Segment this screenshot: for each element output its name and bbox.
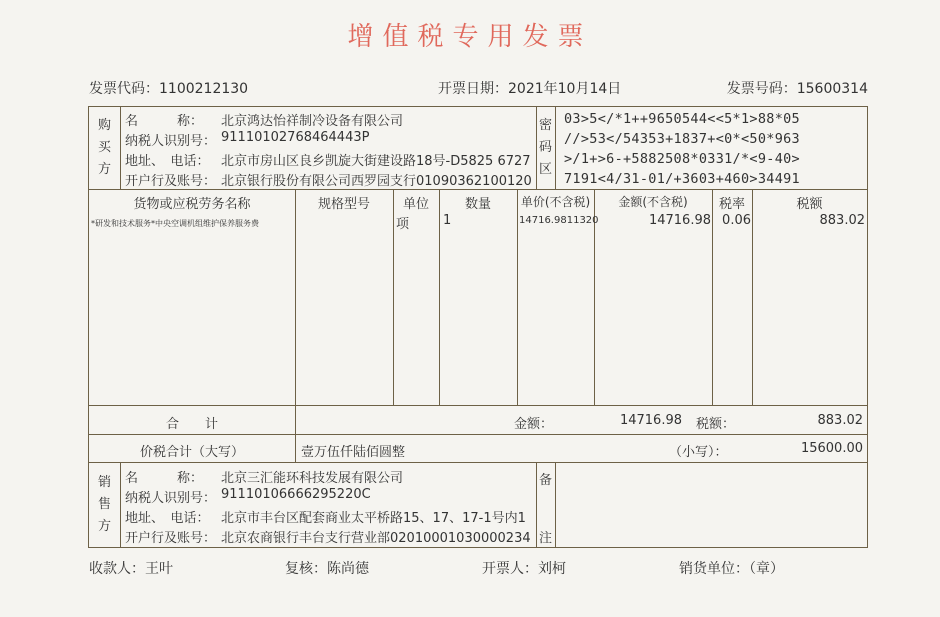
- cipher-line: 7191<4/31-01/+3603+460>34491: [564, 171, 800, 187]
- col-header-unit: 单位: [402, 197, 429, 212]
- cipher-section-label: 密 码 区: [538, 118, 552, 177]
- cipher-line: 03>5</*1++9650544<<5*1>88*05: [564, 111, 800, 127]
- col-header-name: 货物或应税劳务名称: [133, 197, 251, 212]
- item-rate: 0.06: [722, 213, 751, 228]
- reviewer-value: 陈尚德: [327, 561, 369, 577]
- issue-date-value: 2021年10月14日: [508, 81, 622, 97]
- cipher-line: >/1+>6-+5882508*0331/*<9-40>: [564, 151, 800, 167]
- buyer-tax-id: 91110102768464443P: [221, 130, 370, 145]
- col-header-tax: 税额: [796, 197, 823, 212]
- issuer: [482, 558, 566, 578]
- seller-tax-id-label: 纳税人识别号：: [125, 491, 217, 506]
- reviewer-label: 复核：: [285, 561, 327, 577]
- grand-total-words: 壹万伍仟陆佰圆整: [301, 445, 406, 460]
- grand-total-small-label: （小写）：: [669, 445, 728, 460]
- totals-label: 合 计: [165, 417, 218, 432]
- invoice-table: [88, 106, 868, 548]
- invoice-number-value: 15600314: [796, 81, 868, 97]
- totals-tax: 883.02: [817, 413, 863, 428]
- grand-total-label: 价税合计（大写）: [139, 445, 244, 460]
- seller-section-label: 销 售 方: [97, 475, 111, 534]
- seller-address: 北京市丰台区配套商业太平桥路15、17、17-1号内1: [221, 511, 526, 526]
- totals-amount: 14716.98: [619, 413, 682, 428]
- grand-total-small: 15600.00: [800, 441, 863, 456]
- item-tax: 883.02: [819, 213, 865, 228]
- seller-stamp-label: 销货单位：（章）: [679, 561, 784, 577]
- col-header-amount: 金额(不含税): [618, 195, 688, 209]
- invoice-number: [727, 78, 868, 98]
- invoice-code: [89, 78, 248, 98]
- seller-bank: 北京农商银行丰台支行营业部02010001030000234: [221, 531, 531, 546]
- remark-label-bottom: 注: [539, 531, 553, 546]
- seller-name: 北京三汇能环科技发展有限公司: [221, 471, 404, 486]
- buyer-address-label: 地址、 电话：: [125, 154, 210, 169]
- cipher-line: //>53</54353+1837+<0*<50*963: [564, 131, 800, 147]
- issuer-value: 刘柯: [538, 561, 566, 577]
- buyer-name-label: 名 称：: [125, 114, 204, 129]
- item-amount: 14716.98: [648, 213, 711, 228]
- invoice-code-value: 1100212130: [159, 81, 249, 97]
- seller-bank-label: 开户行及账号：: [125, 531, 217, 546]
- totals-tax-label: 税额：: [696, 417, 736, 432]
- item-qty: 1: [443, 213, 452, 228]
- col-header-rate: 税率: [718, 197, 745, 212]
- buyer-section-label: 购 买 方: [97, 118, 111, 177]
- invoice-title: 增值税专用发票: [347, 22, 593, 52]
- issuer-label: 开票人：: [482, 561, 538, 577]
- totals-amount-label: 金额：: [514, 417, 554, 432]
- issue-date-label: 开票日期：: [438, 81, 508, 97]
- buyer-address: 北京市房山区良乡凯旋大街建设路18号-D5825 6727: [221, 154, 531, 169]
- buyer-bank-label: 开户行及账号：: [125, 174, 217, 189]
- payee-label: 收款人：: [89, 561, 145, 577]
- buyer-tax-id-label: 纳税人识别号：: [125, 134, 217, 149]
- invoice-code-label: 发票代码：: [89, 81, 159, 97]
- seller-tax-id: 91110106666295220C: [221, 487, 371, 502]
- col-header-qty: 数量: [464, 197, 491, 212]
- payee-value: 王叶: [145, 561, 173, 577]
- item-price: 14716.9811320: [519, 215, 599, 226]
- invoice-number-label: 发票号码：: [726, 81, 797, 97]
- buyer-bank: 北京银行股份有限公司西罗园支行01090362100120: [221, 174, 532, 189]
- item-name: *研发和技术服务*中央空调机组维护保养服务费: [91, 219, 259, 228]
- seller-name-label: 名 称：: [125, 471, 204, 486]
- seller-address-label: 地址、 电话：: [125, 511, 210, 526]
- col-header-spec: 规格型号: [317, 197, 370, 212]
- buyer-name: 北京鸿达怡祥制冷设备有限公司: [221, 114, 404, 129]
- payee: [89, 558, 173, 578]
- reviewer: [285, 558, 369, 578]
- remark-label-top: 备: [539, 473, 553, 488]
- issue-date: [438, 78, 621, 98]
- item-unit: 项: [396, 217, 410, 232]
- col-header-price: 单价(不含税): [520, 195, 591, 209]
